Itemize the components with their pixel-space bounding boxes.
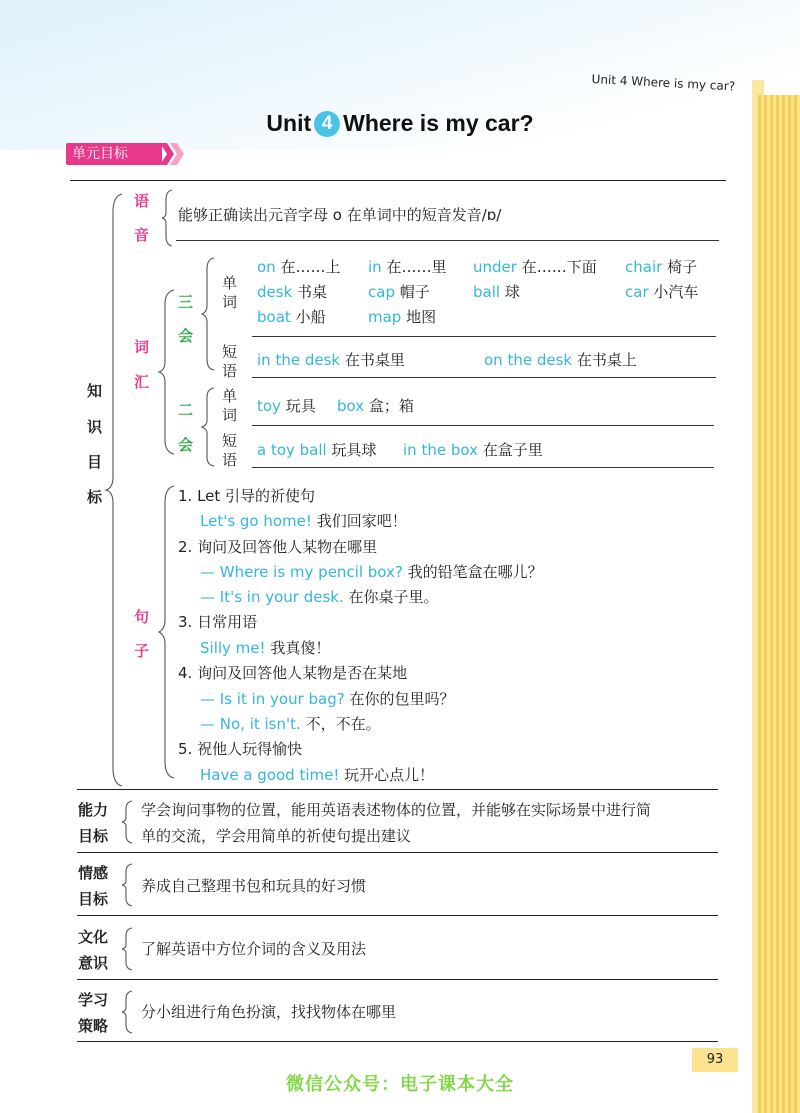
vocab-word: desk 书桌 (257, 283, 328, 301)
sentence-line: Let's go home! 我们回家吧！ (200, 512, 407, 530)
unit-number-badge: 4 (314, 111, 340, 137)
san-hui-phrases-rule (252, 377, 716, 378)
goal-text: 单的交流，学会用简单的祈使句提出建议 (141, 827, 412, 845)
knowledge-brace (104, 192, 124, 788)
section-label: 单元目标 (66, 143, 162, 165)
sentence-head: 4. 询问及回答他人某物是否在某地 (178, 664, 408, 682)
er-hui-brace (200, 386, 216, 468)
vocab-word: boat 小船 (257, 308, 326, 326)
sentence-head: 3. 日常用语 (178, 613, 258, 631)
goal-text: 学会询问事物的位置，能用英语表述物体的位置，并能够在实际场景中进行简 (141, 801, 652, 819)
vocab-word: ball 球 (473, 283, 520, 301)
vocab-word: car 小汽车 (625, 283, 699, 301)
san-hui-phrases-label-2: 语 (222, 362, 238, 380)
vocab-phrase: in the box 在盒子里 (403, 441, 543, 459)
er-hui-words-rule (252, 425, 714, 426)
goal-label-strategy-2: 策略 (78, 1017, 109, 1035)
bottom-rule (77, 1041, 718, 1042)
knowledge-label-1: 知 (87, 382, 103, 400)
goal-brace (120, 799, 134, 845)
phonics-label-2: 音 (134, 226, 150, 244)
page-number: 93 (692, 1048, 738, 1072)
goal-label-emotion-2: 目标 (78, 890, 109, 908)
vocab-word: cap 帽子 (368, 283, 430, 301)
vocab-phrase: a toy ball 玩具球 (257, 441, 377, 459)
er-hui-words-label-1: 单 (222, 387, 238, 405)
sentence-head: 5. 祝他人玩得愉快 (178, 740, 303, 758)
goal-label-culture-2: 意识 (78, 954, 109, 972)
top-rule (70, 180, 726, 181)
running-header: Unit 4 Where is my car? (591, 72, 736, 94)
vocab-brace (156, 288, 176, 456)
goal-text: 分小组进行角色扮演，找找物体在哪里 (141, 1003, 397, 1021)
vocab-phrase: on the desk 在书桌上 (484, 351, 637, 369)
vocab-label-2: 汇 (134, 373, 150, 391)
phonics-rule (176, 240, 719, 241)
phonics-label-1: 语 (134, 192, 150, 210)
section-rule (77, 915, 718, 916)
phonics-text: 能够正确读出元音字母 o 在单词中的短音发音/ɒ/ (178, 206, 502, 224)
san-hui-brace (200, 256, 216, 372)
section-rule (77, 979, 718, 980)
goal-label-ability-2: 目标 (78, 827, 109, 845)
er-hui-phrases-label-2: 语 (222, 451, 238, 469)
knowledge-label-2: 识 (87, 418, 103, 436)
sentence-line: — It's in your desk. 在你桌子里。 (200, 588, 439, 606)
vocab-word: on 在……上 (257, 258, 341, 276)
knowledge-label-4: 标 (87, 488, 103, 506)
vocab-word: box 盒；箱 (337, 397, 414, 415)
er-hui-label-2: 会 (178, 436, 194, 454)
san-hui-label-2: 会 (178, 327, 194, 345)
sentences-brace (156, 484, 176, 780)
san-hui-words-label-2: 词 (222, 293, 238, 311)
goal-text: 养成自己整理书包和玩具的好习惯 (141, 877, 367, 895)
san-hui-phrases-label-1: 短 (222, 343, 238, 361)
watermark: 微信公众号：电子课本大全 (286, 1074, 514, 1095)
vocab-word: toy 玩具 (257, 397, 316, 415)
goal-text: 了解英语中方位介词的含义及用法 (141, 940, 367, 958)
vocab-phrase: in the desk 在书桌里 (257, 351, 405, 369)
sentence-line: Silly me! 我真傻！ (200, 639, 331, 657)
sentences-label-1: 句 (134, 608, 150, 626)
goal-brace (120, 989, 134, 1035)
knowledge-label-3: 目 (87, 453, 103, 471)
goal-label-ability-1: 能力 (78, 801, 109, 819)
sentences-label-2: 子 (134, 642, 150, 660)
title-unit-word: Unit (266, 110, 312, 136)
goal-label-culture-1: 文化 (78, 928, 109, 946)
page-title (0, 110, 800, 137)
goal-brace (120, 926, 134, 972)
vocab-label-1: 词 (134, 338, 150, 356)
goal-brace (120, 862, 134, 908)
san-hui-label-1: 三 (178, 293, 194, 311)
title-rest: Where is my car? (343, 110, 534, 136)
san-hui-words-label-1: 单 (222, 274, 238, 292)
section-rule (77, 852, 718, 853)
vocab-word: in 在……里 (368, 258, 447, 276)
phonics-brace (160, 188, 174, 248)
sentence-line: — No, it isn't. 不，不在。 (200, 715, 381, 733)
er-hui-label-1: 二 (178, 401, 194, 419)
section-rule (77, 789, 718, 790)
er-hui-phrases-rule (252, 467, 714, 468)
sentence-line: — Where is my pencil box? 我的铅笔盒在哪儿？ (200, 563, 543, 581)
goal-label-emotion-1: 情感 (78, 864, 109, 882)
section-chevron-icon-2 (170, 143, 184, 165)
vocab-word: chair 椅子 (625, 258, 698, 276)
sentence-line: — Is it in your bag? 在你的包里吗？ (200, 690, 455, 708)
goal-label-strategy-1: 学习 (78, 991, 109, 1009)
sentence-head: 2. 询问及回答他人某物在哪里 (178, 538, 378, 556)
sentence-line: Have a good time! 玩开心点儿！ (200, 766, 435, 784)
san-hui-words-rule (252, 336, 716, 337)
sentence-head: 1. Let 引导的祈使句 (178, 487, 316, 505)
er-hui-words-label-2: 词 (222, 406, 238, 424)
er-hui-phrases-label-1: 短 (222, 432, 238, 450)
vocab-word: map 地图 (368, 308, 437, 326)
book-pages-edge (758, 95, 800, 1113)
vocab-word: under 在……下面 (473, 258, 597, 276)
